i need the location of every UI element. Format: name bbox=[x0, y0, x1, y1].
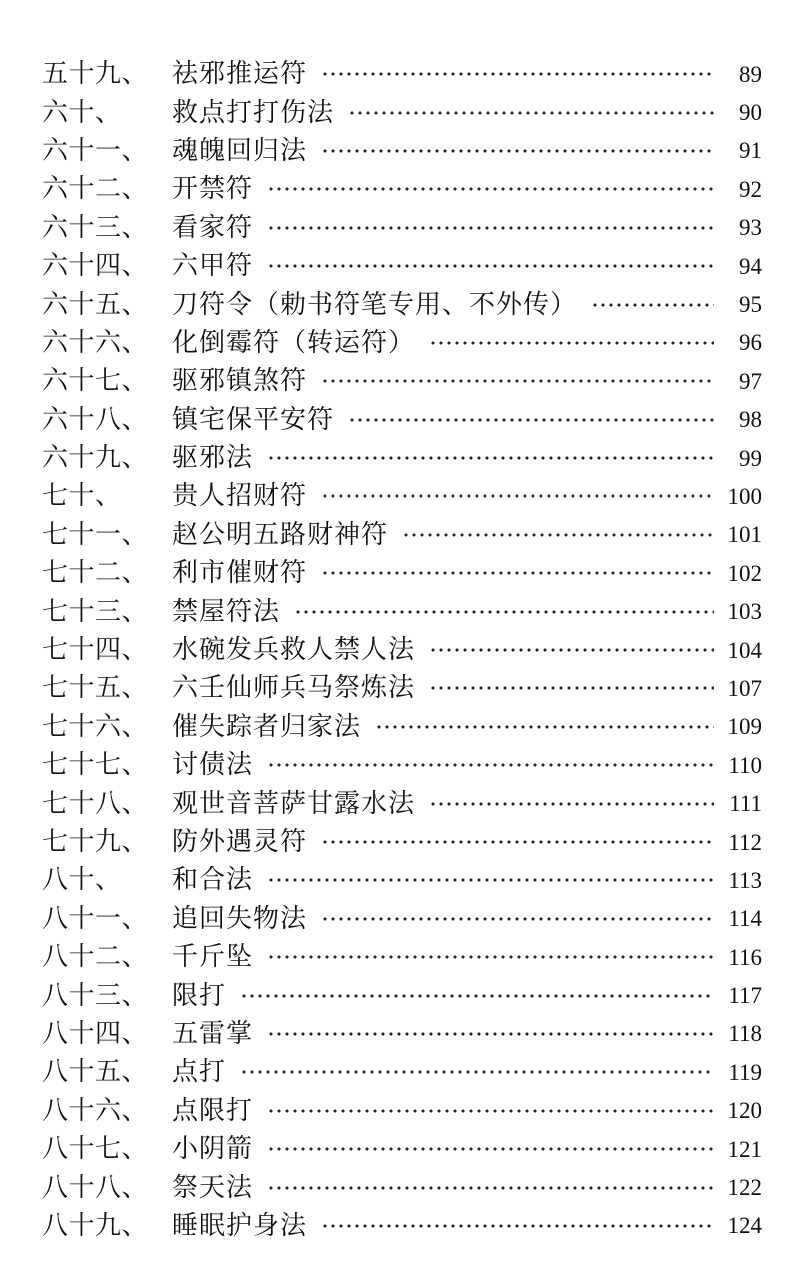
toc-entry bbox=[42, 1015, 762, 1053]
dot-leader bbox=[375, 714, 714, 740]
page-number: 112 bbox=[728, 829, 762, 855]
entry-title: 贵人招财符 bbox=[172, 481, 308, 512]
page-number: 90 bbox=[739, 100, 762, 126]
entry-number: 六十二、 bbox=[42, 174, 149, 205]
page-number: 109 bbox=[727, 714, 762, 740]
dot-leader bbox=[267, 752, 714, 778]
entry-title: 祛邪推运符 bbox=[172, 59, 308, 90]
entry-number: 六十一、 bbox=[42, 135, 149, 166]
page-number: 111 bbox=[729, 791, 762, 817]
entry-title: 睡眠护身法 bbox=[172, 1210, 308, 1241]
page-number: 107 bbox=[727, 675, 762, 701]
toc-entry bbox=[42, 861, 762, 899]
entry-title: 限打 bbox=[172, 980, 227, 1011]
page-number: 118 bbox=[728, 1021, 762, 1047]
dot-leader bbox=[267, 867, 714, 893]
entry-number: 五十九、 bbox=[42, 59, 149, 90]
toc-entry bbox=[42, 708, 762, 746]
entry-title: 小阴箭 bbox=[172, 1134, 254, 1165]
entry-number: 七十五、 bbox=[42, 673, 149, 704]
dot-leader bbox=[267, 215, 714, 241]
entry-title: 看家符 bbox=[172, 212, 254, 243]
dot-leader bbox=[267, 253, 714, 279]
toc-entry bbox=[42, 132, 762, 170]
dot-leader bbox=[267, 1098, 714, 1124]
toc-entry bbox=[42, 976, 762, 1014]
entry-title: 驱邪法 bbox=[172, 443, 254, 474]
entry-title: 六壬仙师兵马祭炼法 bbox=[172, 673, 416, 704]
page-number: 102 bbox=[727, 560, 762, 586]
dot-leader bbox=[591, 292, 714, 318]
entry-title: 千斤坠 bbox=[172, 942, 254, 973]
toc-entry bbox=[42, 285, 762, 323]
entry-title: 水碗发兵救人禁人法 bbox=[172, 635, 416, 666]
toc-entry bbox=[42, 669, 762, 707]
toc-entry bbox=[42, 362, 762, 400]
toc-entry bbox=[42, 1168, 762, 1206]
page-number: 121 bbox=[727, 1136, 762, 1162]
entry-number: 八十、 bbox=[42, 865, 122, 896]
page-number: 97 bbox=[739, 368, 762, 394]
page-number: 95 bbox=[739, 292, 762, 318]
toc-entry bbox=[42, 746, 762, 784]
toc-entry bbox=[42, 900, 762, 938]
entry-number: 六十九、 bbox=[42, 443, 149, 474]
dot-leader bbox=[267, 176, 714, 202]
dot-leader bbox=[267, 1175, 714, 1201]
entry-title: 开禁符 bbox=[172, 174, 254, 205]
page-number: 92 bbox=[739, 176, 762, 202]
page-number: 98 bbox=[739, 407, 762, 433]
entry-title: 六甲符 bbox=[172, 251, 254, 282]
dot-leader bbox=[240, 1059, 714, 1085]
toc-entry bbox=[42, 1207, 762, 1245]
dot-leader bbox=[321, 560, 714, 586]
entry-number: 六十七、 bbox=[42, 366, 149, 397]
page-number: 94 bbox=[739, 253, 762, 279]
toc-entry bbox=[42, 823, 762, 861]
entry-title: 禁屋符法 bbox=[172, 596, 281, 627]
entry-title: 五雷掌 bbox=[172, 1018, 254, 1049]
entry-title: 防外遇灵符 bbox=[172, 827, 308, 857]
toc-entry bbox=[42, 1130, 762, 1168]
page-number: 113 bbox=[728, 867, 762, 893]
entry-number: 八十一、 bbox=[42, 903, 149, 934]
entry-number: 八十五、 bbox=[42, 1057, 149, 1088]
toc-entry bbox=[42, 1092, 762, 1130]
dot-leader bbox=[429, 637, 714, 663]
entry-number: 七十一、 bbox=[42, 519, 149, 550]
entry-number: 八十二、 bbox=[42, 942, 149, 973]
toc-entry bbox=[42, 439, 762, 477]
toc-entry bbox=[42, 1053, 762, 1091]
entry-title: 刀符令（勅书符笔专用、不外传） bbox=[172, 289, 578, 320]
page-number: 93 bbox=[739, 215, 762, 241]
entry-title: 讨债法 bbox=[172, 750, 254, 781]
entry-number: 七十八、 bbox=[42, 788, 149, 819]
entry-title: 利市催财符 bbox=[172, 558, 308, 589]
page-number: 122 bbox=[727, 1175, 762, 1201]
entry-title: 赵公明五路财神符 bbox=[172, 519, 389, 550]
toc-entry bbox=[42, 938, 762, 976]
entry-number: 八十八、 bbox=[42, 1172, 149, 1203]
entry-number: 七十、 bbox=[42, 481, 122, 512]
entry-number: 六十五、 bbox=[42, 289, 149, 320]
toc-entry bbox=[42, 631, 762, 669]
entry-number: 八十三、 bbox=[42, 980, 149, 1011]
entry-title: 镇宅保平安符 bbox=[172, 404, 335, 435]
dot-leader bbox=[267, 944, 714, 970]
dot-leader bbox=[429, 675, 714, 701]
entry-number: 六十、 bbox=[42, 97, 122, 128]
entry-title: 点打 bbox=[172, 1057, 227, 1088]
page-number: 100 bbox=[727, 483, 762, 509]
dot-leader bbox=[267, 1136, 714, 1162]
entry-title: 祭天法 bbox=[172, 1172, 254, 1203]
dot-leader bbox=[240, 983, 714, 1009]
entry-number: 八十九、 bbox=[42, 1210, 149, 1241]
page-number: 103 bbox=[727, 599, 762, 625]
dot-leader bbox=[429, 330, 714, 356]
entry-number: 六十八、 bbox=[42, 404, 149, 435]
entry-number: 七十二、 bbox=[42, 558, 149, 589]
toc-entry bbox=[42, 209, 762, 247]
page-number: 119 bbox=[728, 1059, 762, 1085]
entry-number: 六十六、 bbox=[42, 327, 149, 358]
dot-leader bbox=[321, 829, 714, 855]
dot-leader bbox=[348, 100, 714, 126]
toc-entry bbox=[42, 516, 762, 554]
entry-number: 七十七、 bbox=[42, 750, 149, 781]
toc-entry bbox=[42, 324, 762, 362]
page-number: 117 bbox=[728, 983, 762, 1009]
entry-title: 追回失物法 bbox=[172, 903, 308, 934]
dot-leader bbox=[321, 483, 714, 509]
dot-leader bbox=[294, 599, 714, 625]
entry-number: 七十三、 bbox=[42, 596, 149, 627]
page-number: 89 bbox=[739, 61, 762, 87]
dot-leader bbox=[321, 1213, 714, 1239]
entry-title: 观世音菩萨甘露水法 bbox=[172, 788, 416, 819]
page-number: 110 bbox=[728, 752, 762, 778]
entry-number: 六十四、 bbox=[42, 251, 149, 282]
dot-leader bbox=[321, 368, 714, 394]
entry-title: 魂魄回归法 bbox=[172, 135, 308, 166]
dot-leader bbox=[267, 1021, 714, 1047]
dot-leader bbox=[267, 445, 714, 471]
entry-title: 催失踪者归家法 bbox=[172, 711, 362, 742]
page-number: 96 bbox=[739, 330, 762, 356]
toc-entry bbox=[42, 554, 762, 592]
entry-title: 化倒霉符（转运符） bbox=[172, 327, 416, 358]
toc-entry bbox=[42, 93, 762, 131]
entry-number: 八十六、 bbox=[42, 1095, 149, 1126]
dot-leader bbox=[321, 906, 714, 932]
entry-number: 六十三、 bbox=[42, 212, 149, 243]
entry-number: 七十九、 bbox=[42, 827, 149, 857]
page-number: 120 bbox=[727, 1098, 762, 1124]
entry-title: 驱邪镇煞符 bbox=[172, 366, 308, 397]
entry-number: 八十四、 bbox=[42, 1018, 149, 1049]
entry-number: 七十四、 bbox=[42, 635, 149, 666]
table-of-contents bbox=[42, 55, 762, 1245]
toc-entry bbox=[42, 784, 762, 822]
dot-leader bbox=[429, 791, 714, 817]
toc-entry bbox=[42, 477, 762, 515]
dot-leader bbox=[321, 61, 714, 87]
entry-title: 和合法 bbox=[172, 865, 254, 896]
toc-entry bbox=[42, 55, 762, 93]
page-number: 116 bbox=[728, 944, 762, 970]
dot-leader bbox=[348, 407, 714, 433]
toc-entry bbox=[42, 170, 762, 208]
toc-entry bbox=[42, 247, 762, 285]
page-number: 101 bbox=[727, 522, 762, 548]
toc-entry bbox=[42, 592, 762, 630]
page-number: 124 bbox=[727, 1213, 762, 1239]
entry-number: 八十七、 bbox=[42, 1134, 149, 1165]
dot-leader bbox=[321, 138, 714, 164]
entry-title: 点限打 bbox=[172, 1095, 254, 1126]
page-number: 104 bbox=[727, 637, 762, 663]
page-number: 99 bbox=[739, 445, 762, 471]
entry-number: 七十六、 bbox=[42, 711, 149, 742]
page-number: 114 bbox=[728, 906, 762, 932]
entry-title: 救点打打伤法 bbox=[172, 97, 335, 128]
dot-leader bbox=[402, 522, 714, 548]
toc-entry bbox=[42, 401, 762, 439]
page-number: 91 bbox=[739, 138, 762, 164]
